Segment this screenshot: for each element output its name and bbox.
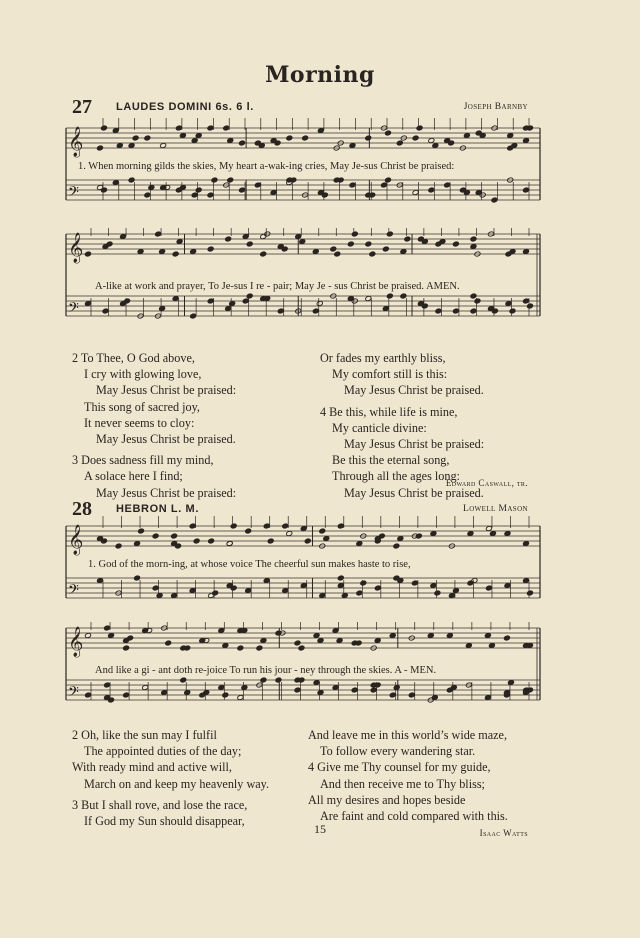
note-head bbox=[385, 130, 392, 136]
note-head bbox=[189, 588, 196, 594]
note-head bbox=[444, 182, 451, 188]
note-head bbox=[313, 680, 320, 686]
note-head bbox=[475, 190, 482, 196]
note-head bbox=[260, 677, 267, 683]
page-number: 15 bbox=[314, 822, 326, 836]
note-head bbox=[180, 677, 187, 683]
note-head bbox=[294, 687, 301, 693]
note-head bbox=[523, 298, 530, 304]
note-head bbox=[450, 685, 457, 691]
verse-line: If God my Sun should disappear, bbox=[84, 814, 245, 829]
verse-line: 3 But I shall rove, and lose the race, bbox=[72, 797, 248, 812]
note-head bbox=[412, 190, 419, 196]
note-head bbox=[381, 182, 388, 188]
note-head bbox=[124, 298, 131, 304]
note-head bbox=[504, 531, 511, 537]
note-head bbox=[412, 135, 419, 141]
verse-line: May Jesus Christ be praised: bbox=[344, 437, 485, 452]
verse-line: March on and keep my heavenly way. bbox=[84, 776, 270, 791]
note-head bbox=[507, 133, 514, 139]
note-head bbox=[382, 306, 389, 312]
verse-line: With ready mind and active will, bbox=[72, 760, 232, 775]
verse-line: It never seems to cloy: bbox=[84, 415, 195, 430]
note-head bbox=[300, 526, 307, 532]
note-head bbox=[189, 523, 196, 529]
hymn-27-verses-left bbox=[72, 350, 236, 501]
note-head bbox=[207, 298, 214, 304]
note-head bbox=[332, 685, 339, 691]
verse-line: Or fades my earthly bliss, bbox=[320, 351, 446, 365]
verse-line: My canticle divine: bbox=[332, 420, 427, 435]
note-head bbox=[408, 692, 415, 698]
verse-line: My comfort still is this: bbox=[332, 367, 448, 382]
note-head bbox=[138, 528, 145, 534]
note-head bbox=[85, 251, 92, 257]
note-head bbox=[260, 251, 267, 257]
note-head bbox=[191, 192, 198, 198]
note-head bbox=[300, 583, 307, 589]
note-head bbox=[127, 635, 134, 641]
note-head bbox=[356, 541, 363, 547]
note-head bbox=[137, 249, 144, 255]
note-head bbox=[504, 583, 511, 589]
note-head bbox=[430, 531, 437, 537]
note-head bbox=[523, 578, 530, 584]
note-head bbox=[484, 633, 491, 639]
verse-line: Through all the ages long: bbox=[332, 469, 460, 484]
note-head bbox=[463, 133, 470, 139]
note-head bbox=[351, 231, 358, 237]
note-head bbox=[378, 533, 385, 539]
note-head bbox=[85, 301, 92, 307]
note-head bbox=[116, 143, 123, 149]
verse-line: 4 Give me Thy counsel for my guide, bbox=[308, 760, 491, 775]
note-head bbox=[195, 187, 202, 193]
note-head bbox=[337, 523, 344, 529]
note-head bbox=[365, 296, 372, 302]
note-head bbox=[470, 236, 477, 242]
note-head bbox=[144, 192, 151, 198]
note-head bbox=[508, 680, 515, 686]
note-head bbox=[191, 138, 198, 144]
note-head bbox=[428, 138, 435, 144]
note-head bbox=[254, 182, 261, 188]
note-head bbox=[286, 531, 293, 537]
note-head bbox=[374, 638, 381, 644]
note-head bbox=[104, 625, 111, 631]
verse-line: And leave me in this world’s wide maze, bbox=[308, 728, 508, 742]
note-head bbox=[282, 523, 289, 529]
bass-clef-icon: 𝄢 bbox=[68, 582, 79, 602]
hymn-composer: Lowell Mason bbox=[463, 504, 528, 514]
note-head bbox=[304, 538, 311, 544]
note-head bbox=[435, 308, 442, 314]
note-head bbox=[396, 140, 403, 146]
note-head bbox=[242, 234, 249, 240]
note-head bbox=[152, 533, 159, 539]
note-head bbox=[302, 135, 309, 141]
verse-line: May Jesus Christ be praised: bbox=[96, 485, 237, 500]
note-head bbox=[452, 588, 459, 594]
note-head bbox=[159, 249, 166, 255]
note-head bbox=[490, 531, 497, 537]
note-head bbox=[155, 231, 162, 237]
note-head bbox=[511, 143, 518, 149]
note-head bbox=[337, 583, 344, 589]
verse-line: 3 Does sadness fill my mind, bbox=[72, 453, 214, 468]
note-head bbox=[430, 583, 437, 589]
note-head bbox=[484, 695, 491, 701]
note-head bbox=[486, 526, 493, 532]
note-head bbox=[239, 187, 246, 193]
note-head bbox=[193, 538, 200, 544]
note-head bbox=[439, 239, 446, 245]
verse-line: All my desires and hopes beside bbox=[308, 792, 466, 807]
note-head bbox=[385, 177, 392, 183]
note-head bbox=[226, 541, 233, 547]
note-head bbox=[504, 635, 511, 641]
note-head bbox=[123, 645, 130, 651]
note-head bbox=[347, 296, 354, 302]
verse-line: And then receive me to Thy bliss; bbox=[320, 776, 485, 791]
note-head bbox=[400, 249, 407, 255]
note-head bbox=[239, 140, 246, 146]
note-head bbox=[102, 308, 109, 314]
note-head bbox=[312, 249, 319, 255]
note-head bbox=[160, 143, 167, 149]
note-head bbox=[165, 640, 172, 646]
note-head bbox=[171, 593, 178, 599]
note-head bbox=[263, 578, 270, 584]
note-head bbox=[211, 177, 218, 183]
note-head bbox=[393, 685, 400, 691]
note-head bbox=[171, 533, 178, 539]
note-head bbox=[85, 692, 92, 698]
note-head bbox=[229, 301, 236, 307]
note-head bbox=[317, 128, 324, 134]
bass-clef-icon: 𝄢 bbox=[68, 184, 79, 204]
note-head bbox=[246, 293, 253, 299]
hymn-number: 28 bbox=[72, 498, 92, 520]
note-head bbox=[467, 531, 474, 537]
note-head bbox=[486, 585, 493, 591]
note-head bbox=[203, 690, 210, 696]
note-head bbox=[148, 185, 155, 191]
note-head bbox=[159, 306, 166, 312]
hymn-28-lyric-2: And like a gi - ant doth re-joice To run his jour - ney through the skies. A - MEN. bbox=[95, 665, 437, 676]
section-title: Morning bbox=[265, 62, 375, 88]
verse-line: May Jesus Christ be praised: bbox=[96, 383, 237, 398]
note-head bbox=[207, 246, 214, 252]
note-head bbox=[241, 685, 248, 691]
note-head bbox=[184, 690, 191, 696]
hymn-28-lyric-1: 1. God of the morn-ing, at whose voice The cheerful sun makes haste to rise, bbox=[88, 559, 411, 570]
note-head bbox=[172, 296, 179, 302]
verse-line: A solace here I find; bbox=[84, 469, 183, 484]
note-head bbox=[465, 643, 472, 649]
note-head bbox=[452, 308, 459, 314]
note-head bbox=[470, 244, 477, 250]
note-head bbox=[212, 590, 219, 596]
note-head bbox=[374, 585, 381, 591]
note-head bbox=[334, 251, 341, 257]
note-head bbox=[85, 633, 92, 639]
note-head bbox=[175, 125, 182, 131]
note-head bbox=[245, 588, 252, 594]
note-head bbox=[282, 588, 289, 594]
note-head bbox=[432, 143, 439, 149]
note-head bbox=[349, 143, 356, 149]
hymn-28-author: Isaac Watts bbox=[479, 828, 528, 838]
note-head bbox=[242, 298, 249, 304]
note-head bbox=[488, 643, 495, 649]
hymn-tune: LAUDES DOMINI 6s. 6 l. bbox=[116, 101, 254, 113]
note-head bbox=[128, 177, 135, 183]
note-head bbox=[134, 541, 141, 547]
note-head bbox=[132, 135, 139, 141]
verse-line: May Jesus Christ be praised. bbox=[344, 485, 484, 500]
note-head bbox=[505, 301, 512, 307]
note-head bbox=[225, 236, 232, 242]
note-head bbox=[218, 628, 225, 634]
note-head bbox=[97, 145, 104, 151]
note-head bbox=[115, 543, 122, 549]
note-head bbox=[434, 590, 441, 596]
hymn-27-author: Edward Caswall, tr. bbox=[445, 478, 528, 488]
note-head bbox=[312, 308, 319, 314]
treble-clef-icon: 𝄞 bbox=[68, 627, 84, 657]
bass-clef-icon: 𝄢 bbox=[68, 684, 79, 704]
note-head bbox=[223, 125, 230, 131]
verse-line: 2 Oh, like the sun may I fulfil bbox=[72, 728, 217, 742]
note-head bbox=[195, 133, 202, 139]
note-head bbox=[316, 301, 323, 307]
note-head bbox=[523, 187, 530, 193]
verse-line: 4 Be this, while life is mine, bbox=[320, 404, 458, 419]
note-head bbox=[370, 687, 377, 693]
hymn-number: 27 bbox=[72, 96, 92, 118]
hymn-28-verses-right bbox=[308, 727, 508, 824]
note-head bbox=[230, 523, 237, 529]
note-head bbox=[323, 536, 330, 542]
note-head bbox=[190, 313, 197, 319]
hymn-27-lyric-1: 1. When morning gilds the skies, My heart a-wak-ing cries, May Je-sus Christ be praised: bbox=[78, 161, 455, 172]
note-head bbox=[360, 580, 367, 586]
note-head bbox=[227, 177, 234, 183]
hymn-27-lyric-2: A-like at work and prayer, To Je-sus I re - pair; May Je - sus Christ be praised. AMEN. bbox=[95, 281, 460, 292]
hymn-28-verses-left bbox=[72, 727, 269, 829]
note-head bbox=[448, 593, 455, 599]
note-head bbox=[356, 590, 363, 596]
note-head bbox=[267, 538, 274, 544]
note-head bbox=[298, 645, 305, 651]
verse-line: This song of sacred joy, bbox=[84, 399, 200, 414]
note-head bbox=[128, 143, 135, 149]
note-head bbox=[332, 628, 339, 634]
note-head bbox=[382, 246, 389, 252]
note-head bbox=[369, 251, 376, 257]
treble-clef-icon: 𝄞 bbox=[68, 127, 84, 157]
note-head bbox=[225, 306, 232, 312]
note-head bbox=[218, 685, 225, 691]
hymn-tune: HEBRON L. M. bbox=[116, 503, 199, 515]
hymn-27-header bbox=[68, 96, 528, 118]
note-head bbox=[161, 690, 168, 696]
note-head bbox=[237, 695, 244, 701]
note-head bbox=[446, 633, 453, 639]
verse-line: The appointed duties of the day; bbox=[84, 744, 242, 759]
note-head bbox=[97, 578, 104, 584]
note-head bbox=[470, 293, 477, 299]
note-head bbox=[509, 308, 516, 314]
note-head bbox=[144, 135, 151, 141]
note-head bbox=[152, 585, 159, 591]
note-head bbox=[393, 543, 400, 549]
note-head bbox=[123, 692, 130, 698]
note-head bbox=[299, 239, 306, 245]
note-head bbox=[411, 580, 418, 586]
note-head bbox=[470, 308, 477, 314]
note-head bbox=[397, 536, 404, 542]
note-head bbox=[347, 241, 354, 247]
note-head bbox=[172, 251, 179, 257]
note-head bbox=[330, 246, 337, 252]
verse-line: Are faint and cold compared with this. bbox=[320, 809, 508, 824]
note-head bbox=[389, 633, 396, 639]
note-head bbox=[207, 192, 214, 198]
note-head bbox=[416, 125, 423, 131]
note-head bbox=[428, 187, 435, 193]
note-head bbox=[256, 645, 263, 651]
note-head bbox=[313, 633, 320, 639]
note-head bbox=[400, 293, 407, 299]
note-head bbox=[404, 236, 411, 242]
note-head bbox=[156, 593, 163, 599]
note-head bbox=[471, 578, 478, 584]
note-head bbox=[427, 633, 434, 639]
note-head bbox=[134, 575, 141, 581]
note-head bbox=[317, 690, 324, 696]
note-head bbox=[474, 298, 481, 304]
note-head bbox=[523, 541, 530, 547]
note-head bbox=[491, 197, 498, 203]
verse-line: Be this the eternal song, bbox=[332, 453, 450, 468]
note-head bbox=[337, 575, 344, 581]
note-head bbox=[120, 234, 127, 240]
note-head bbox=[101, 187, 108, 193]
note-head bbox=[275, 677, 282, 683]
hymn-composer: Joseph Barnby bbox=[463, 102, 528, 112]
treble-clef-icon: 𝄞 bbox=[68, 525, 84, 555]
note-head bbox=[431, 695, 438, 701]
note-head bbox=[112, 180, 119, 186]
verse-line: I cry with glowing love, bbox=[84, 367, 202, 382]
note-head bbox=[263, 523, 270, 529]
note-head bbox=[246, 241, 253, 247]
verse-line: May Jesus Christ be praised. bbox=[96, 432, 236, 447]
note-head bbox=[104, 682, 111, 688]
note-head bbox=[112, 128, 119, 134]
note-head bbox=[222, 692, 229, 698]
verse-line: 2 To Thee, O God above, bbox=[72, 351, 195, 365]
note-head bbox=[190, 249, 197, 255]
verse-line: May Jesus Christ be praised. bbox=[344, 383, 484, 398]
note-head bbox=[106, 241, 113, 247]
note-head bbox=[222, 643, 229, 649]
note-head bbox=[523, 138, 530, 144]
note-head bbox=[319, 593, 326, 599]
note-head bbox=[142, 685, 149, 691]
note-head bbox=[319, 528, 326, 534]
note-head bbox=[260, 638, 267, 644]
note-head bbox=[351, 687, 358, 693]
note-head bbox=[227, 138, 234, 144]
note-head bbox=[365, 241, 372, 247]
note-head bbox=[108, 633, 115, 639]
note-head bbox=[270, 190, 277, 196]
note-head bbox=[277, 308, 284, 314]
bass-clef-icon: 𝄢 bbox=[68, 300, 79, 320]
note-head bbox=[336, 638, 343, 644]
note-head bbox=[317, 638, 324, 644]
treble-clef-icon: 𝄞 bbox=[68, 233, 84, 263]
note-head bbox=[365, 135, 372, 141]
note-head bbox=[179, 185, 186, 191]
note-head bbox=[349, 182, 356, 188]
note-head bbox=[341, 593, 348, 599]
verse-line: To follow every wandering star. bbox=[320, 744, 476, 759]
note-head bbox=[386, 293, 393, 299]
note-head bbox=[207, 125, 214, 131]
note-head bbox=[523, 249, 530, 255]
note-head bbox=[527, 590, 534, 596]
note-head bbox=[509, 249, 516, 255]
note-head bbox=[527, 303, 534, 309]
note-head bbox=[245, 528, 252, 534]
note-head bbox=[237, 645, 244, 651]
note-head bbox=[101, 125, 108, 131]
note-head bbox=[208, 538, 215, 544]
note-head bbox=[286, 135, 293, 141]
note-head bbox=[386, 231, 393, 237]
note-head bbox=[452, 241, 459, 247]
note-head bbox=[176, 239, 183, 245]
note-head bbox=[294, 640, 301, 646]
note-head bbox=[389, 692, 396, 698]
note-head bbox=[179, 133, 186, 139]
